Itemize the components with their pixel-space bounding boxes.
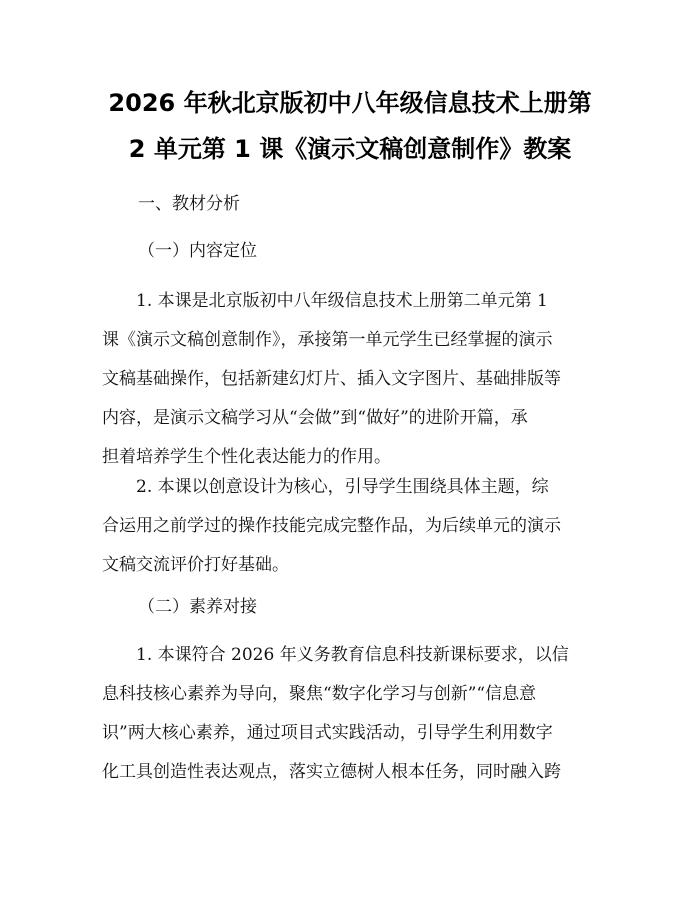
- document-title-line-1: 2026 年秋北京版初中八年级信息技术上册第: [108, 89, 592, 117]
- paragraph-2-line: 2. 本课以创意设计为核心，引导学生围绕具体主题，综: [136, 477, 549, 497]
- paragraph-3-line: 识”两大核心素养，通过项目式实践活动，引导学生利用数字: [102, 723, 553, 743]
- paragraph-2-line: 文稿交流评价打好基础。: [102, 555, 289, 575]
- paragraph-2: [102, 468, 600, 585]
- paragraph-1-line: 1. 本课是北京版初中八年级信息技术上册第二单元第 1: [136, 291, 548, 311]
- paragraph-2-line: 合运用之前学过的操作技能完成完整作品，为后续单元的演示: [102, 516, 561, 536]
- subsection-heading-content-positioning: （一）内容定位: [138, 241, 257, 261]
- paragraph-1-line: 担着培养学生个性化表达能力的作用。: [102, 447, 391, 467]
- paragraph-1-line: 课《演示文稿创意制作》，承接第一单元学生已经掌握的演示: [102, 330, 553, 350]
- paragraph-3-line: 息科技核心素养为导向，聚焦“数字化学习与创新”“信息意: [102, 684, 537, 704]
- paragraph-1-line: 内容，是演示文稿学习从“会做”到“做好”的进阶开篇，承: [102, 408, 528, 428]
- paragraph-1-line: 文稿基础操作，包括新建幻灯片、插入文字图片、基础排版等: [102, 369, 561, 389]
- section-heading-textbook-analysis: 一、教材分析: [138, 194, 240, 214]
- paragraph-1: [102, 282, 600, 477]
- document-title-line-2: 2 单元第 1 课《演示文稿创意制作》教案: [128, 135, 572, 163]
- paragraph-3-line: 化工具创造性表达观点，落实立德树人根本任务，同时融入跨: [102, 762, 561, 782]
- subsection-heading-literacy-alignment: （二）素养对接: [138, 597, 257, 617]
- paragraph-3: [102, 636, 600, 792]
- paragraph-3-line: 1. 本课符合 2026 年义务教育信息科技新课标要求，以信: [136, 645, 569, 665]
